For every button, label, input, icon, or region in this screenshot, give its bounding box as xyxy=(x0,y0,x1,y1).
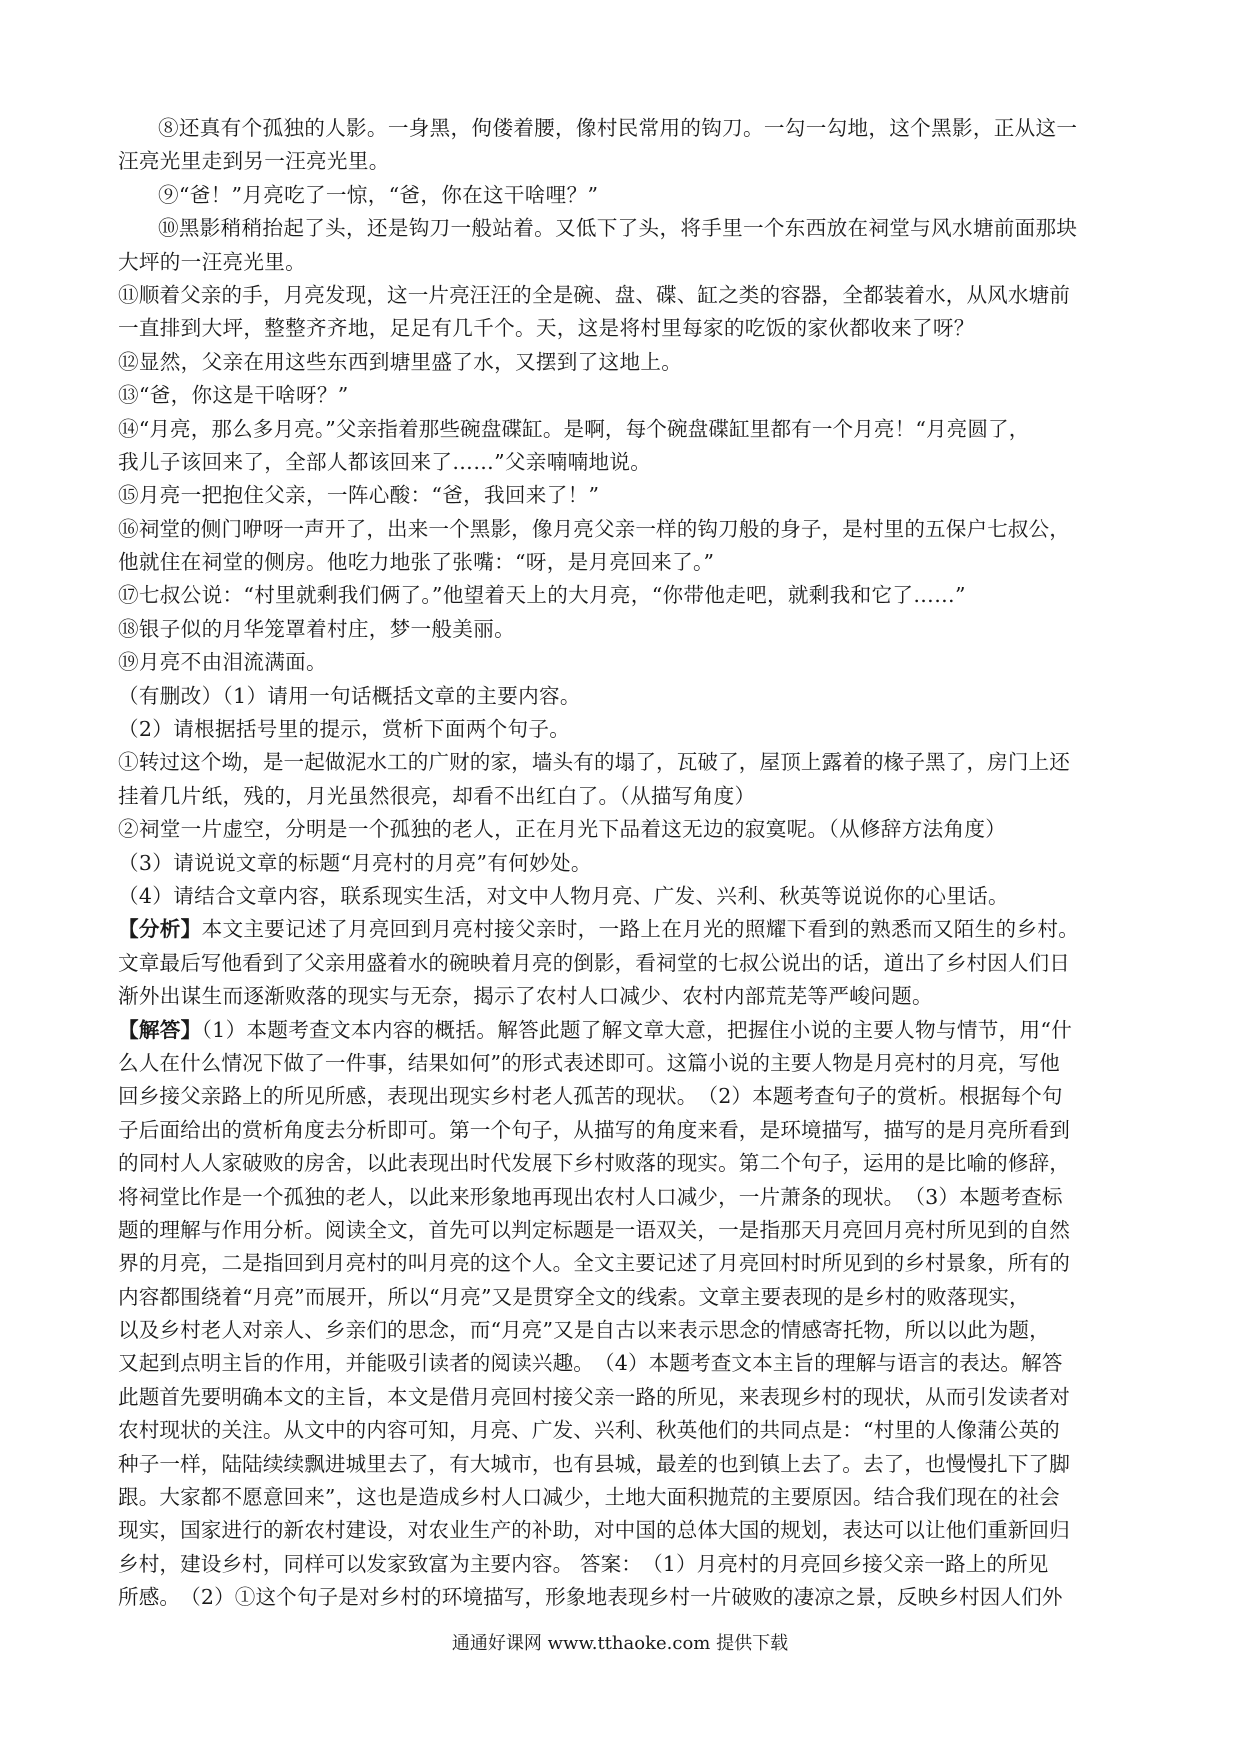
analysis-line-2: 文章最后写他看到了父亲用盛着水的碗映着月亮的倒影，看祠堂的七叔公说出的话，道出了乡村因人们日 xyxy=(118,950,1070,975)
answer-line-14: 种子一样，陆陆续续飘进城里去了，有大城市，也有县城，最差的也到镇上去了。去了，也慢慢扎下了脚 xyxy=(118,1451,1070,1476)
answer-line-6: 将祠堂比作是一个孤独的老人，以此来形象地再现出农村人口减少，一片萧条的现状。 （3）本题考查标 xyxy=(118,1184,1063,1209)
story-paragraph-10-line-2: 大坪的一汪亮光里。 xyxy=(118,249,307,274)
answer-line-10: 以及乡村老人对亲人、乡亲们的思念，而“月亮”又是自古以来表示思念的情感寄托物，所以以此为题， xyxy=(118,1318,1050,1343)
story-paragraph-16-line-2: 他就住在祠堂的侧房。他吃力地张了张嘴：“呀，是月亮回来了。” xyxy=(118,550,715,575)
story-paragraph-12: ⑫显然，父亲在用这些东西到塘里盛了水，又摆到了这地上。 xyxy=(118,349,683,374)
answer-line-16: 现实，国家进行的新农村建设，对农业生产的补助，对中国的总体大国的规划，表达可以让他们重新回归 xyxy=(118,1518,1070,1543)
answer-line-3: 回乡接父亲路上的所见所感，表现出现实乡村老人孤苦的现状。 （2）本题考查句子的赏析。根据每个句 xyxy=(118,1084,1063,1109)
story-paragraph-14-line-2: 我儿子该回来了，全部人都该回来了……”父亲喃喃地说。 xyxy=(118,449,652,474)
question-1: （有删改）（1）请用一句话概括文章的主要内容。 xyxy=(118,683,581,708)
answer-line-2: 么人在什么情况下做了一件事，结果如何”的形式表述即可。这篇小说的主要人物是月亮村的月亮，写他 xyxy=(118,1050,1060,1075)
answer-line-1 xyxy=(118,1014,1122,1047)
answer-text: （1）本题考查文本内容的概括。解答此题了解文章大意，把握住小说的主要人物与情节，用“什 xyxy=(201,1017,1073,1042)
answer-tag: 【解答】 xyxy=(118,1017,202,1042)
answer-line-13: 农村现状的关注。从文中的内容可知，月亮、广发、兴利、秋英他们的共同点是：“村里的人像蒲公英的 xyxy=(118,1418,1060,1443)
analysis-text: 本文主要记述了月亮回到月亮村接父亲时，一路上在月光的照耀下看到的熟悉而又陌生的乡村。 xyxy=(201,917,1080,942)
answer-line-4: 子后面给出的赏析角度去分析即可。第一个句子，从描写的角度来看，是环境描写，描写的是月亮所看到 xyxy=(118,1117,1070,1142)
story-paragraph-19: ⑲月亮不由泪流满面。 xyxy=(118,650,327,675)
story-paragraph-9: ⑨“爸！”月亮吃了一惊，“爸，你在这干啥哩？” xyxy=(158,182,599,207)
story-paragraph-11-line-2: 一直排到大坪，整整齐齐地，足足有几千个。天，这是将村里每家的吃饭的家伙都收来了呀？ xyxy=(118,316,975,341)
analysis-line-3: 渐外出谋生而逐渐败落的现实与无奈，揭示了农村人口减少、农村内部荒芜等严峻问题。 xyxy=(118,984,933,1009)
answer-line-15: 跟。大家都不愿意回来”，这也是造成乡村人口减少，土地大面积抛荒的主要原因。结合我们现在的社会 xyxy=(118,1485,1060,1510)
story-paragraph-8-line-2: 汪亮光里走到另一汪亮光里。 xyxy=(118,149,390,174)
story-paragraph-15: ⑮月亮一把抱住父亲，一阵心酸：“爸，我回来了！” xyxy=(118,483,600,508)
sentence-1-line-2: 挂着几片纸，残的，月光虽然很亮，却看不出红白了。（从描写角度） xyxy=(118,783,756,808)
story-paragraph-16-line-1: ⑯祠堂的侧门咿呀一声开了，出来一个黑影，像月亮父亲一样的钩刀般的身子，是村里的五保户七叔公， xyxy=(118,516,1070,541)
answer-line-8: 界的月亮，二是指回到月亮村的叫月亮的这个人。全文主要记述了月亮回村时所见到的乡村景象，所有的 xyxy=(118,1251,1070,1276)
document-page xyxy=(118,112,1122,1615)
story-paragraph-11-line-1: ⑪顺着父亲的手，月亮发现，这一片亮汪汪的全是碗、盘、碟、缸之类的容器，全都装着水，从风水塘前 xyxy=(118,282,1070,307)
answer-line-11: 又起到点明主旨的作用，并能吸引读者的阅读兴趣。 （4）本题考查文本主旨的理解与语言的表达。解答 xyxy=(118,1351,1063,1376)
sentence-2: ②祠堂一片虚空，分明是一个孤独的老人，正在月光下品着这无边的寂寞呢。（从修辞方法角度） xyxy=(118,817,1007,842)
answer-line-7: 题的理解与作用分析。阅读全文，首先可以判定标题是一语双关，一是指那天月亮回月亮村所见到的自然 xyxy=(118,1217,1070,1242)
sentence-1-line-1: ①转过这个坳，是一起做泥水工的广财的家，墙头有的塌了，瓦破了，屋顶上露着的椽子黑了，房门上还 xyxy=(118,750,1070,775)
question-3: （3）请说说文章的标题“月亮村的月亮”有何妙处。 xyxy=(118,850,592,875)
story-paragraph-14-line-1: ⑭“月亮，那么多月亮。”父亲指着那些碗盘碟缸。是啊，每个碗盘碟缸里都有一个月亮！“月亮圆了， xyxy=(118,416,1030,441)
answer-line-18: 所感。 （2）①这个句子是对乡村的环境描写，形象地表现乡村一片破败的凄凉之景，反映乡村因人们外 xyxy=(118,1585,1063,1610)
answer-line-17: 乡村，建设乡村，同样可以发家致富为主要内容。 答案： （1）月亮村的月亮回乡接父亲一路上的所见 xyxy=(118,1551,1049,1576)
answer-line-5: 的同村人人家破败的房舍，以此表现出时代发展下乡村败落的现实。第二个句子，运用的是比喻的修辞， xyxy=(118,1151,1070,1176)
question-2: （2）请根据括号里的提示，赏析下面两个句子。 xyxy=(118,717,571,742)
analysis-line-1 xyxy=(118,913,1122,946)
story-paragraph-13: ⑬“爸，你这是干啥呀？” xyxy=(118,383,349,408)
story-paragraph-18: ⑱银子似的月华笼罩着村庄，梦一般美丽。 xyxy=(118,616,515,641)
story-paragraph-8-line-1: ⑧还真有个孤独的人影。一身黑，佝偻着腰，像村民常用的钩刀。一勾一勾地，这个黑影，正从这一 xyxy=(158,116,1078,140)
page-footer: 通通好课网 www.tthaoke.com 提供下载 xyxy=(451,1633,789,1654)
analysis-tag: 【分析】 xyxy=(118,917,202,942)
answer-line-12: 此题首先要明确本文的主旨，本文是借月亮回村接父亲一路的所见，来表现乡村的现状，从而引发读者对 xyxy=(118,1384,1070,1409)
answer-line-9: 内容都围绕着“月亮”而展开，所以“月亮”又是贯穿全文的线索。文章主要表现的是乡村的败落现实， xyxy=(118,1284,1030,1309)
story-paragraph-17: ⑰七叔公说：“村里就剩我们俩了。”他望着天上的大月亮，“你带他走吧，就剩我和它了……” xyxy=(118,583,966,608)
story-paragraph-10-line-1: ⑩黑影稍稍抬起了头，还是钩刀一般站着。又低下了头，将手里一个东西放在祠堂与风水塘前面那块 xyxy=(158,216,1078,241)
question-4: （4）请结合文章内容，联系现实生活，对文中人物月亮、广发、兴利、秋英等说说你的心里话。 xyxy=(118,883,1009,908)
